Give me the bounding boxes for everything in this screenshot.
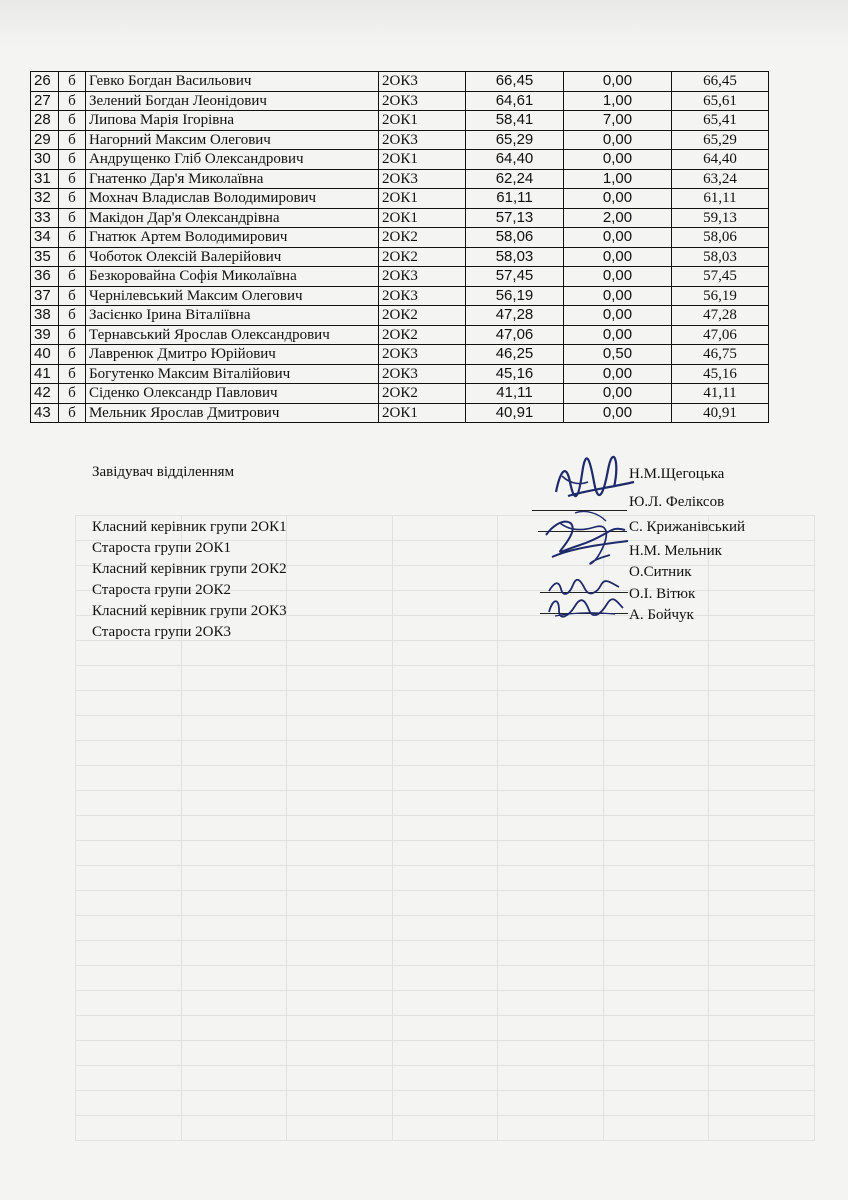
bonus-points: 0,00: [564, 130, 672, 150]
total-score: 65,41: [672, 111, 769, 131]
bonus-points: 0,00: [564, 325, 672, 345]
average-score: 57,13: [466, 208, 564, 228]
group-code: 2ОК3: [379, 91, 466, 111]
bonus-points: 0,00: [564, 150, 672, 170]
total-score: 47,06: [672, 325, 769, 345]
group-code: 2ОК1: [379, 150, 466, 170]
average-score: 58,41: [466, 111, 564, 131]
student-name: Сіденко Олександр Павлович: [86, 384, 379, 404]
student-name: Липова Марія Ігорівна: [86, 111, 379, 131]
row-number: 36: [31, 267, 59, 287]
bonus-points: 0,00: [564, 72, 672, 92]
group-code: 2ОК3: [379, 364, 466, 384]
signature-names: [629, 464, 745, 626]
bonus-points: 1,00: [564, 91, 672, 111]
row-number: 39: [31, 325, 59, 345]
role-head-of-department: Завідувач відділенням: [92, 464, 235, 480]
role-curator-2ok3: Класний керівник групи 2ОК3: [92, 603, 287, 619]
bonus-points: 2,00: [564, 208, 672, 228]
student-name: Безкоровайна Софія Миколаївна: [86, 267, 379, 287]
bonus-points: 0,00: [564, 384, 672, 404]
group-code: 2ОК2: [379, 228, 466, 248]
table-row: [31, 286, 769, 306]
bonus-points: 0,00: [564, 228, 672, 248]
page-top-edge: [0, 0, 848, 48]
total-score: 66,45: [672, 72, 769, 92]
signature-roles: [92, 462, 287, 643]
row-number: 33: [31, 208, 59, 228]
study-form: б: [59, 169, 86, 189]
name-head-student-2ok1: С. Крижанівський: [629, 519, 746, 536]
student-name: Мельник Ярослав Дмитрович: [86, 403, 379, 423]
role-curator-2ok2: Класний керівник групи 2ОК2: [92, 561, 287, 577]
study-form: б: [59, 72, 86, 92]
name-curator-2ok2: Н.М. Мельник: [629, 543, 722, 560]
signature-scribble-boichuk: [545, 594, 625, 620]
average-score: 57,45: [466, 267, 564, 287]
table-row: [31, 306, 769, 326]
student-name: Гнатюк Артем Володимирович: [86, 228, 379, 248]
group-code: 2ОК2: [379, 384, 466, 404]
student-name: Мохнач Владислав Володимирович: [86, 189, 379, 209]
table-row: [31, 228, 769, 248]
group-code: 2ОК3: [379, 286, 466, 306]
row-number: 43: [31, 403, 59, 423]
study-form: б: [59, 403, 86, 423]
total-score: 47,28: [672, 306, 769, 326]
total-score: 63,24: [672, 169, 769, 189]
bonus-points: 0,50: [564, 345, 672, 365]
group-code: 2ОК3: [379, 169, 466, 189]
average-score: 45,16: [466, 364, 564, 384]
name-curator-2ok1-row: [629, 485, 745, 513]
row-number: 40: [31, 345, 59, 365]
total-score: 56,19: [672, 286, 769, 306]
bonus-points: 0,00: [564, 364, 672, 384]
row-number: 29: [31, 130, 59, 150]
group-code: 2ОК1: [379, 403, 466, 423]
row-number: 37: [31, 286, 59, 306]
study-form: б: [59, 228, 86, 248]
total-score: 57,45: [672, 267, 769, 287]
student-name: Чоботок Олексій Валерійович: [86, 247, 379, 267]
average-score: 56,19: [466, 286, 564, 306]
row-number: 34: [31, 228, 59, 248]
study-form: б: [59, 364, 86, 384]
average-score: 41,11: [466, 384, 564, 404]
name-curator-2ok3: О.І. Вітюк: [629, 585, 696, 602]
table-row: [31, 91, 769, 111]
total-score: 40,91: [672, 403, 769, 423]
total-score: 59,13: [672, 208, 769, 228]
average-score: 47,28: [466, 306, 564, 326]
row-number: 31: [31, 169, 59, 189]
row-number: 35: [31, 247, 59, 267]
average-score: 66,45: [466, 72, 564, 92]
signature-scribble-curators: [540, 505, 635, 570]
total-score: 58,06: [672, 228, 769, 248]
student-name: Лавренюк Дмитро Юрійович: [86, 345, 379, 365]
total-score: 65,29: [672, 130, 769, 150]
total-score: 41,11: [672, 384, 769, 404]
average-score: 64,40: [466, 150, 564, 170]
name-curator-2ok1: Ю.Л. Феліксов: [629, 494, 725, 511]
row-number: 27: [31, 91, 59, 111]
study-form: б: [59, 150, 86, 170]
row-number: 38: [31, 306, 59, 326]
table-row: [31, 72, 769, 92]
row-number: 42: [31, 384, 59, 404]
table-row: [31, 267, 769, 287]
study-form: б: [59, 247, 86, 267]
table-row: [31, 403, 769, 423]
student-name: Чернілевський Максим Олегович: [86, 286, 379, 306]
name-head-student-2ok2: О.Ситник: [629, 564, 692, 581]
average-score: 65,29: [466, 130, 564, 150]
table-row: [31, 325, 769, 345]
group-code: 2ОК3: [379, 267, 466, 287]
table-row: [31, 345, 769, 365]
average-score: 64,61: [466, 91, 564, 111]
role-head-student-2ok3: Староста групи 2ОК3: [92, 624, 231, 640]
group-code: 2ОК1: [379, 208, 466, 228]
total-score: 61,11: [672, 189, 769, 209]
row-number: 28: [31, 111, 59, 131]
total-score: 64,40: [672, 150, 769, 170]
study-form: б: [59, 345, 86, 365]
student-name: Зелений Богдан Леонідович: [86, 91, 379, 111]
bonus-points: 0,00: [564, 267, 672, 287]
bonus-points: 0,00: [564, 286, 672, 306]
bonus-points: 0,00: [564, 247, 672, 267]
row-number: 30: [31, 150, 59, 170]
table-row: [31, 247, 769, 267]
student-name: Богутенко Максим Віталійович: [86, 364, 379, 384]
study-form: б: [59, 91, 86, 111]
study-form: б: [59, 208, 86, 228]
study-form: б: [59, 130, 86, 150]
group-code: 2ОК3: [379, 72, 466, 92]
student-name: Макідон Дар'я Олександрівна: [86, 208, 379, 228]
study-form: б: [59, 111, 86, 131]
table-row: [31, 169, 769, 189]
group-code: 2ОК2: [379, 247, 466, 267]
total-score: 45,16: [672, 364, 769, 384]
student-name: Гевко Богдан Васильович: [86, 72, 379, 92]
average-score: 47,06: [466, 325, 564, 345]
group-code: 2ОК1: [379, 189, 466, 209]
table-row: [31, 150, 769, 170]
average-score: 46,25: [466, 345, 564, 365]
student-name: Тернавський Ярослав Олександрович: [86, 325, 379, 345]
group-code: 2ОК3: [379, 130, 466, 150]
bonus-points: 0,00: [564, 403, 672, 423]
total-score: 65,61: [672, 91, 769, 111]
role-head-student-2ok1: Староста групи 2ОК1: [92, 540, 231, 556]
bonus-points: 0,00: [564, 306, 672, 326]
student-name: Андрущенко Гліб Олександрович: [86, 150, 379, 170]
student-name: Засієнко Ірина Віталіївна: [86, 306, 379, 326]
average-score: 62,24: [466, 169, 564, 189]
study-form: б: [59, 267, 86, 287]
name-head-student-2ok3: А. Бойчук: [629, 606, 694, 623]
student-name: Гнатенко Дар'я Миколаївна: [86, 169, 379, 189]
row-number: 26: [31, 72, 59, 92]
table-row: [31, 111, 769, 131]
bonus-points: 0,00: [564, 189, 672, 209]
bonus-points: 7,00: [564, 111, 672, 131]
role-curator-2ok1: Класний керівник групи 2ОК1: [92, 519, 287, 535]
row-number: 41: [31, 364, 59, 384]
average-score: 61,11: [466, 189, 564, 209]
row-number: 32: [31, 189, 59, 209]
group-code: 2ОК1: [379, 111, 466, 131]
table-row: [31, 208, 769, 228]
total-score: 46,75: [672, 345, 769, 365]
name-head-student-2ok1-row: [629, 513, 745, 541]
average-score: 40,91: [466, 403, 564, 423]
table-row: [31, 130, 769, 150]
table-row: [31, 189, 769, 209]
student-name: Нагорний Максим Олегович: [86, 130, 379, 150]
study-form: б: [59, 189, 86, 209]
study-form: б: [59, 286, 86, 306]
average-score: 58,03: [466, 247, 564, 267]
group-code: 2ОК2: [379, 306, 466, 326]
table-row: [31, 364, 769, 384]
study-form: б: [59, 384, 86, 404]
ranking-table: [30, 71, 769, 423]
average-score: 58,06: [466, 228, 564, 248]
role-head-student-2ok2: Староста групи 2ОК2: [92, 582, 231, 598]
group-code: 2ОК3: [379, 345, 466, 365]
total-score: 58,03: [672, 247, 769, 267]
bonus-points: 1,00: [564, 169, 672, 189]
name-head-of-department: Н.М.Щегоцька: [629, 466, 725, 482]
signature-scribble-head: [548, 452, 638, 512]
study-form: б: [59, 306, 86, 326]
table-row: [31, 384, 769, 404]
study-form: б: [59, 325, 86, 345]
ranking-table-body: [31, 72, 769, 423]
group-code: 2ОК2: [379, 325, 466, 345]
